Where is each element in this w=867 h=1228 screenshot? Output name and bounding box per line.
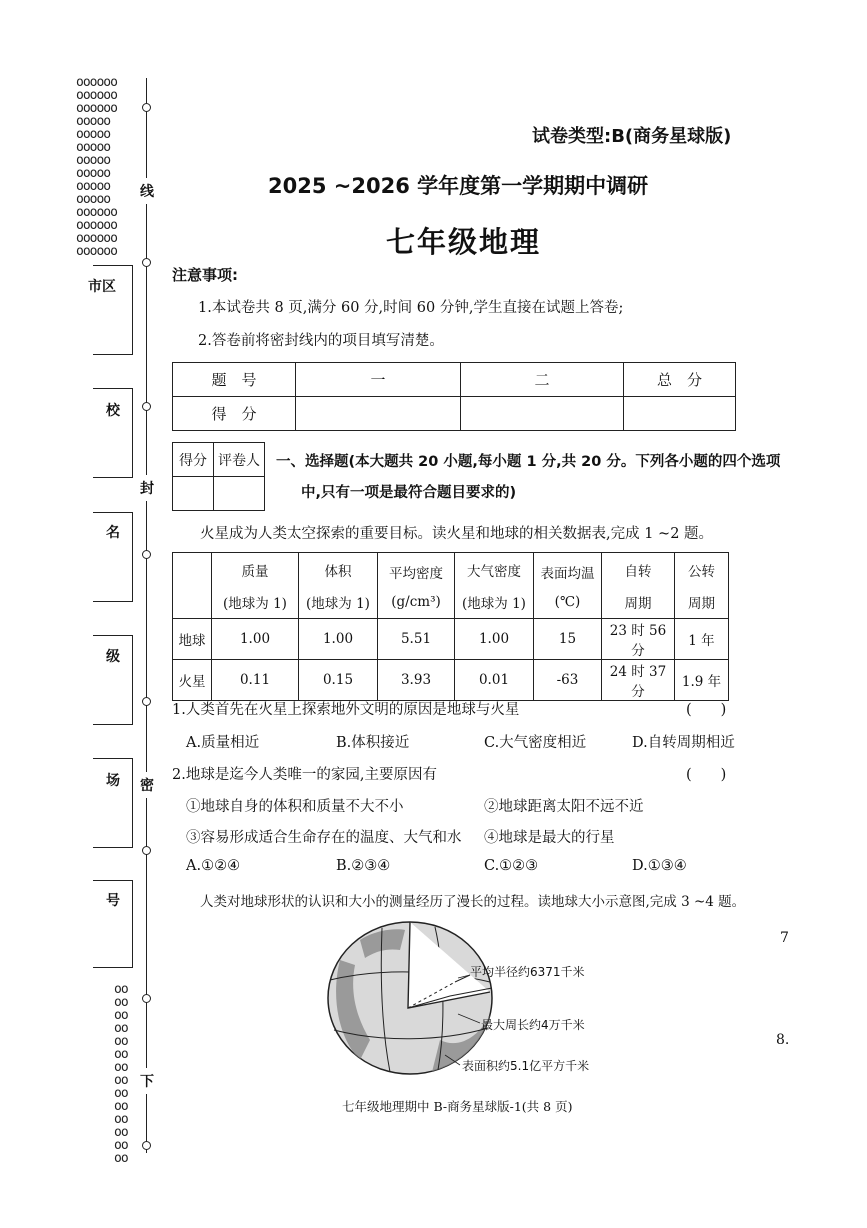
paper-type: 试卷类型:B(商务星球版): [532, 126, 732, 147]
label-surface-area: 表面积约5.1亿平方千米: [462, 1059, 590, 1073]
intro-q3-4: 人类对地球形状的认识和大小的测量经历了漫长的过程。读地球大小示意图,完成 3 ~4 题。: [200, 894, 746, 910]
exam-title: 2025 ~2026 学年度第一学期期中调研: [268, 174, 649, 198]
row-label-earth: 地球: [173, 619, 212, 660]
seal-mark: [142, 550, 151, 559]
seal-line: [146, 78, 147, 1153]
q2-statement-2: ②地球距离太阳不远不近: [484, 799, 644, 815]
score-row-label: 得 分: [173, 397, 296, 431]
field-label-room: 场: [106, 773, 120, 789]
col-header-mass: [212, 553, 299, 619]
seal-char-below: 下: [140, 1068, 154, 1094]
table-cell: 23 时 56 分: [602, 619, 675, 660]
seal-char-secret: 密: [140, 772, 154, 798]
score-cell-total[interactable]: [624, 397, 736, 431]
q2-stem: 2.地球是迄今人类唯一的家园,主要原因有: [172, 767, 437, 783]
field-label-name: 名: [106, 525, 120, 541]
table-cell: 1.00: [299, 619, 378, 660]
q1-option-a[interactable]: A.质量相近: [186, 735, 260, 751]
table-cell: -63: [534, 660, 602, 701]
seal-mark: [142, 846, 151, 855]
q2-option-a[interactable]: A.①②④: [186, 858, 241, 874]
col-header-bottom: (地球为 1): [462, 595, 526, 612]
q2-answer-bracket[interactable]: ( ): [686, 767, 727, 783]
table-cell: 3.93: [378, 660, 455, 701]
col-header-bottom: 周期: [624, 595, 652, 612]
field-label-grade: 级: [106, 649, 120, 665]
q1-option-c[interactable]: C.大气密度相近: [484, 735, 587, 751]
field-label-school: 校: [106, 403, 120, 419]
q2-option-b[interactable]: B.②③④: [336, 858, 391, 874]
q1-stem: 1.人类首先在火星上探索地外文明的原因是地球与火星: [172, 702, 520, 718]
table-cell: 5.51: [378, 619, 455, 660]
score-header-total: 总 分: [624, 363, 736, 397]
seal-char-seal: 封: [140, 475, 154, 501]
col-header-top: 体积: [324, 563, 352, 580]
col-header-rotation: [602, 553, 675, 619]
seal-char-line: 线: [140, 178, 154, 204]
planet-data-table: [172, 552, 729, 701]
seal-mark: [142, 1141, 151, 1150]
notice-item-2: 2.答卷前将密封线内的项目填写清楚。: [198, 333, 444, 349]
field-label-city: 市区: [88, 279, 116, 295]
score-header-part2: 二: [461, 363, 624, 397]
table-cell: 1 年: [675, 619, 729, 660]
seal-mark: [142, 994, 151, 1003]
binding-circles-bottom: oo oo oo oo oo oo oo oo oo oo oo oo oo oo: [114, 982, 128, 1166]
col-header-top: 平均密度: [389, 565, 443, 582]
col-header-top: 公转: [688, 563, 715, 580]
table-cell: 24 时 37 分: [602, 660, 675, 701]
col-header-top: 自转: [624, 563, 652, 580]
table-cell: 1.00: [455, 619, 534, 660]
section1-heading: 一、选择题(本大题共 20 小题,每小题 1 分,共 20 分。下列各小题的四个选项: [276, 454, 781, 470]
intro-q1-2: 火星成为人类太空探索的重要目标。读火星和地球的相关数据表,完成 1 ~2 题。: [200, 526, 714, 542]
q2-option-d[interactable]: D.①③④: [632, 858, 687, 874]
col-header-bottom: 周期: [688, 595, 715, 612]
edge-mark-7: 7: [780, 930, 789, 946]
grader-score-label: 得分: [173, 443, 214, 477]
label-radius: 平均半径约6371千米: [470, 965, 585, 979]
score-cell-part1[interactable]: [296, 397, 461, 431]
table-cell: 15: [534, 619, 602, 660]
col-header-top: 质量: [241, 563, 269, 580]
col-header-bottom: (g/cm³): [391, 593, 441, 610]
grader-name-label: 评卷人: [214, 443, 265, 477]
score-header-number: 题 号: [173, 363, 296, 397]
score-table: [172, 362, 736, 431]
subject-title: 七年级地理: [386, 225, 542, 259]
table-cell: 1.00: [212, 619, 299, 660]
page-footer: 七年级地理期中 B-商务星球版-1(共 8 页): [342, 1099, 573, 1114]
col-header-bottom: (地球为 1): [306, 595, 370, 612]
section1-heading-cont: 中,只有一项是最符合题目要求的): [301, 485, 517, 501]
seal-mark: [142, 402, 151, 411]
score-cell-part2[interactable]: [461, 397, 624, 431]
q2-statement-3: ③容易形成适合生命存在的温度、大气和水: [186, 830, 462, 846]
table-cell: 0.01: [455, 660, 534, 701]
grader-box: [172, 442, 265, 511]
notice-heading: 注意事项:: [172, 266, 238, 284]
col-header-revolution: [675, 553, 729, 619]
table-cell: 1.9 年: [675, 660, 729, 701]
col-header-bottom: (地球为 1): [223, 595, 287, 612]
col-header-top: 大气密度: [467, 563, 521, 580]
seal-mark: [142, 103, 151, 112]
col-header-density: [378, 553, 455, 619]
edge-mark-8: 8.: [776, 1032, 790, 1048]
q2-statement-1: ①地球自身的体积和质量不大不小: [186, 799, 404, 815]
notice-item-1: 1.本试卷共 8 页,满分 60 分,时间 60 分钟,学生直接在试题上答卷;: [198, 300, 624, 316]
q2-statement-4: ④地球是最大的行星: [484, 830, 615, 846]
col-header-atmosphere: [455, 553, 534, 619]
planet-table-corner: [173, 553, 212, 619]
q1-answer-bracket[interactable]: ( ): [686, 702, 727, 718]
q1-option-b[interactable]: B.体积接近: [336, 735, 410, 751]
table-cell: 0.15: [299, 660, 378, 701]
col-header-top: 表面均温: [540, 565, 595, 582]
q1-option-d[interactable]: D.自转周期相近: [632, 735, 735, 751]
score-header-part1: 一: [296, 363, 461, 397]
seal-mark: [142, 258, 151, 267]
col-header-temperature: [534, 553, 602, 619]
binding-circles-top: oooooo oooooo oooooo ooooo ooooo ooooo ooooo ooooo ooooo ooooo oooooo oooooo oooooo oooooo: [76, 75, 117, 259]
row-label-mars: 火星: [173, 660, 212, 701]
grader-name-cell[interactable]: [214, 477, 265, 511]
col-header-volume: [299, 553, 378, 619]
col-header-bottom: (℃): [554, 593, 581, 610]
q2-option-c[interactable]: C.①②③: [484, 858, 539, 874]
grader-score-cell[interactable]: [173, 477, 214, 511]
seal-mark: [142, 697, 151, 706]
table-cell: 0.11: [212, 660, 299, 701]
label-circumference: 最大周长约4万千米: [481, 1018, 585, 1032]
field-label-seat: 号: [106, 893, 120, 909]
